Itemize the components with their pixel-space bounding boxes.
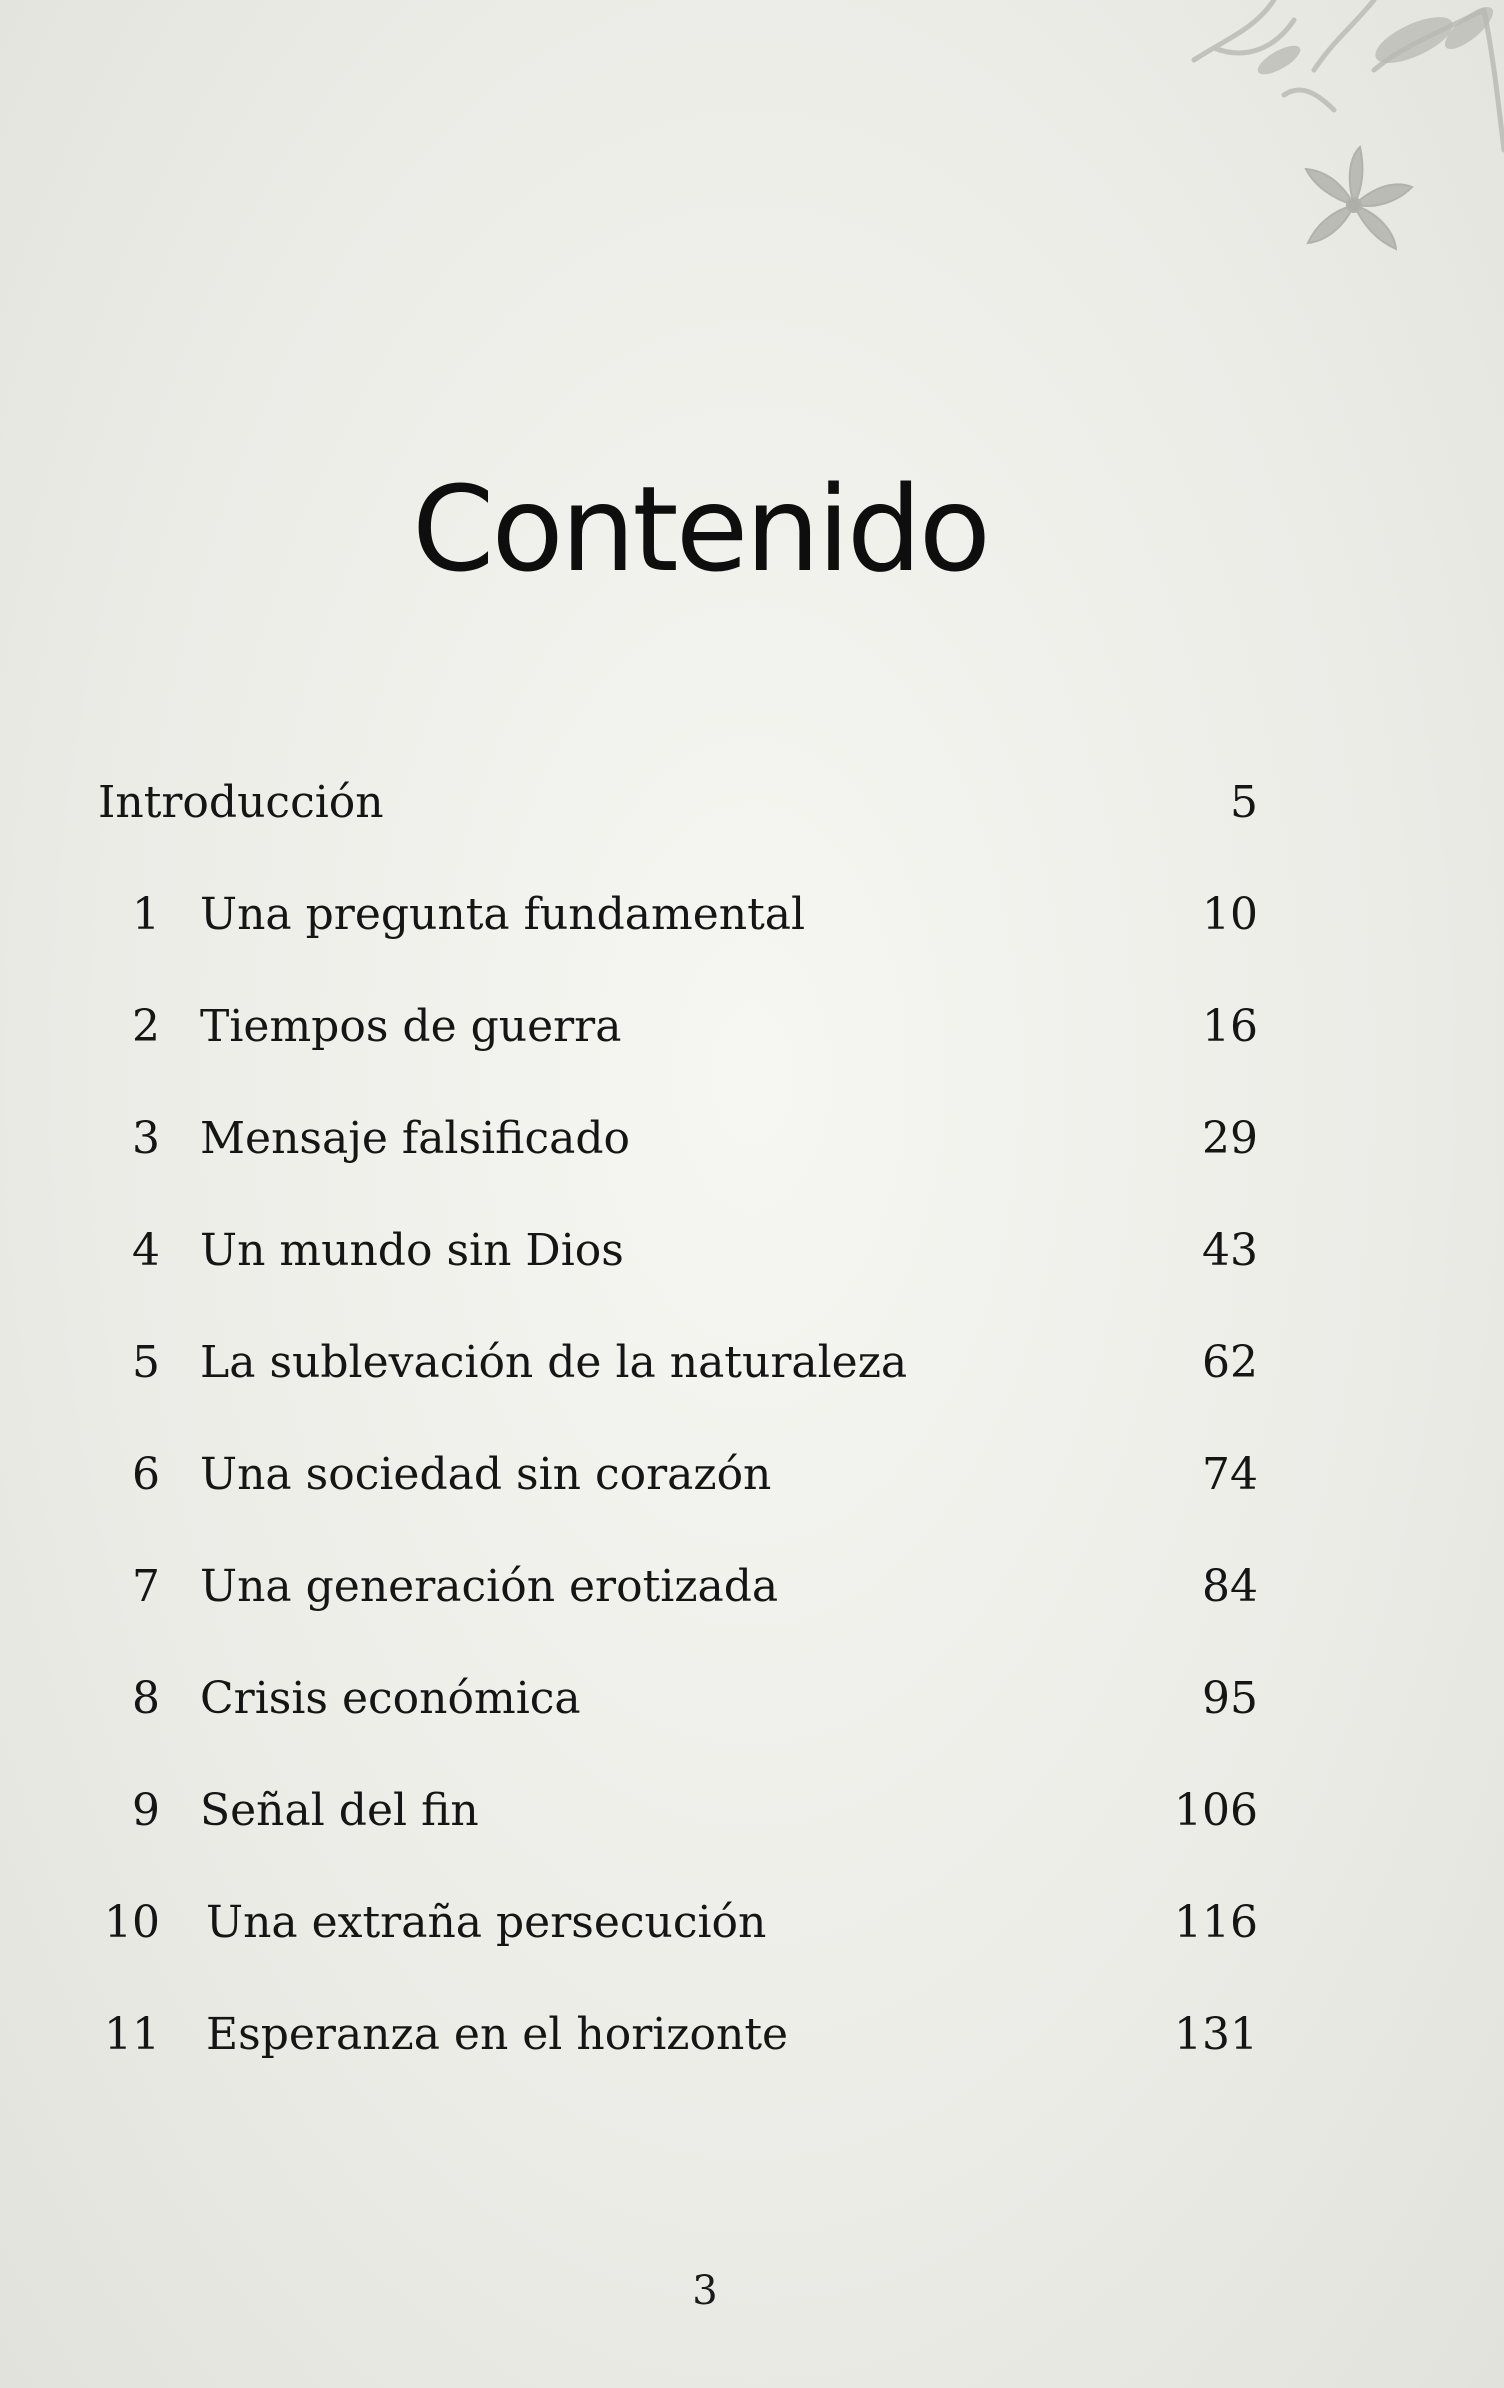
toc-entry-7 [98,1554,1258,1666]
toc-entry-1 [98,882,1258,994]
chapter-number: 4 [132,1225,160,1276]
page-title: Contenido [412,460,988,598]
toc-entry-4 [98,1218,1258,1330]
chapter-number: 5 [132,1337,160,1388]
toc-entry-label: Una pregunta fundamental [200,889,806,940]
toc-entry-label: Esperanza en el horizonte [206,2009,789,2060]
toc-entry-page: 5 [1230,777,1258,828]
toc-entry-page: 131 [1174,2009,1258,2060]
chapter-number: 9 [132,1785,160,1836]
toc-entry-11 [98,2002,1258,2114]
chapter-number: 8 [132,1673,160,1724]
chapter-number: 2 [132,1001,160,1052]
toc-entry-page: 29 [1202,1113,1258,1164]
toc-entry-page: 106 [1174,1785,1258,1836]
toc-entry-label: Crisis económica [200,1673,581,1724]
toc-entry-10 [98,1890,1258,2002]
toc-entry-label: Mensaje falsificado [200,1113,631,1164]
toc-entry-5 [98,1330,1258,1442]
toc-entry-3 [98,1106,1258,1218]
toc-entry-label: Un mundo sin Dios [200,1225,624,1276]
chapter-number: 11 [104,2009,160,2060]
toc-entry-6 [98,1442,1258,1554]
page-number: 3 [692,2268,718,2314]
toc-entry-label: La sublevación de la naturaleza [200,1337,908,1388]
toc-entry-page: 95 [1202,1673,1258,1724]
table-of-contents [98,770,1258,2114]
toc-entry-label: Una extraña persecución [206,1897,767,1948]
toc-entry-page: 84 [1202,1561,1258,1612]
toc-entry-page: 74 [1202,1449,1258,1500]
toc-entry-label: Una sociedad sin corazón [200,1449,772,1500]
toc-entry-page: 16 [1202,1001,1258,1052]
toc-entry-page: 43 [1202,1225,1258,1276]
chapter-number: 1 [132,889,160,940]
toc-entry-label: Señal del fin [200,1785,479,1836]
toc-entry-page: 62 [1202,1337,1258,1388]
toc-entry-8 [98,1666,1258,1778]
floral-flourish-icon [1074,0,1504,280]
toc-entry-label: Una generación erotizada [200,1561,779,1612]
chapter-number: 10 [104,1897,160,1948]
chapter-number: 3 [132,1113,160,1164]
toc-entry-2 [98,994,1258,1106]
toc-entry-introduccion [98,770,1258,882]
toc-entry-9 [98,1778,1258,1890]
chapter-number: 6 [132,1449,160,1500]
toc-entry-label: Introducción [98,777,384,828]
toc-entry-page: 116 [1174,1897,1258,1948]
chapter-number: 7 [132,1561,160,1612]
toc-entry-label: Tiempos de guerra [200,1001,622,1052]
toc-entry-page: 10 [1202,889,1258,940]
